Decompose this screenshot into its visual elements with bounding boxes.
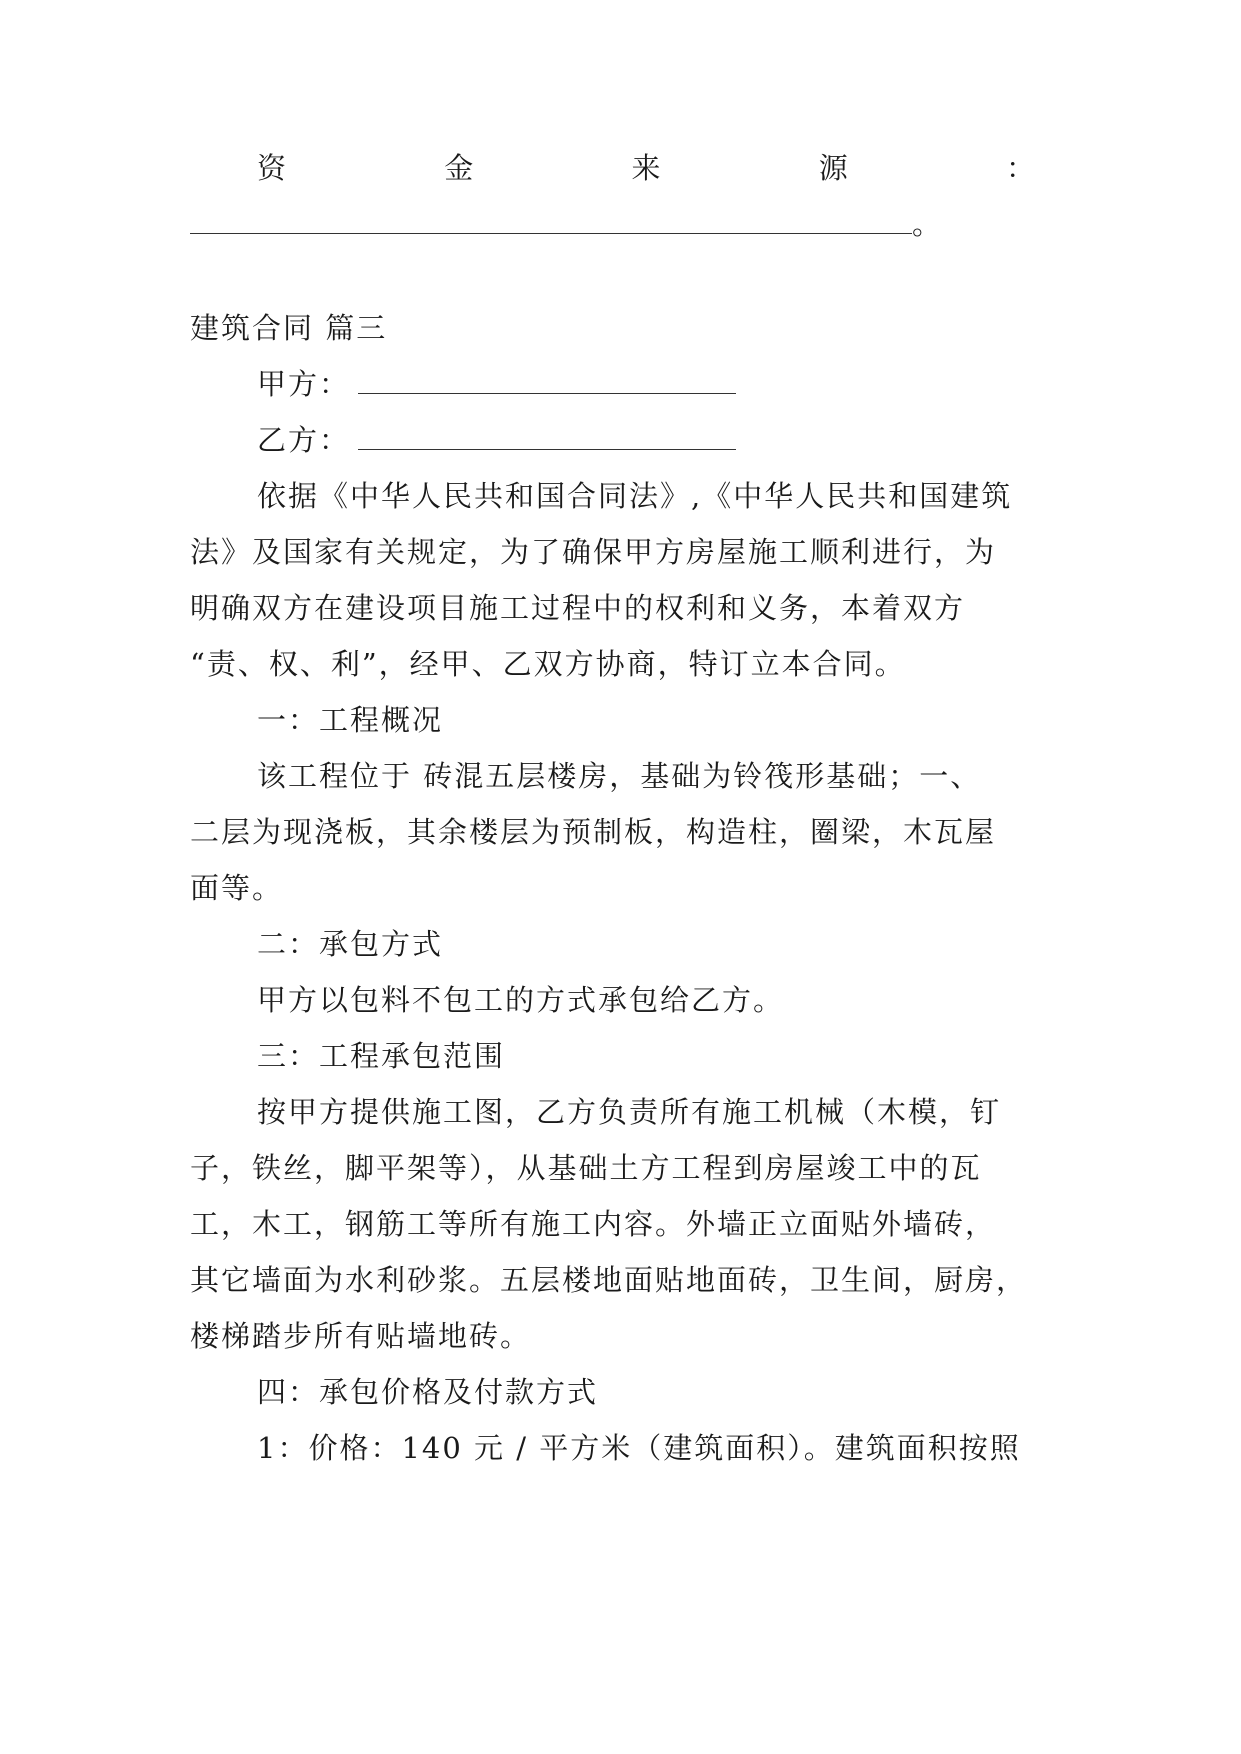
party-a-label: 甲方： [257,367,351,401]
section-title: 建筑合同 篇三 [190,311,388,345]
funding-char: 金 [444,151,476,185]
funding-blank [190,207,912,234]
funding-end-mark: 。 [912,207,944,241]
body-line: 甲方以包料不包工的方式承包给乙方。 [257,983,785,1017]
party-b-label: 乙方： [257,423,351,457]
body-line: 面等。 [190,871,284,905]
body-line: 该工程位于 砖混五层楼房，基础为铃筏形基础；一、 [257,759,982,793]
clause-heading: 四：承包价格及付款方式 [257,1375,599,1409]
body-line: 二层为现浇板，其余楼层为预制板，构造柱，圈梁，木瓦屋 [190,815,997,849]
funding-blank-line [190,204,1050,244]
body-line: 其它墙面为水利砂浆。五层楼地面贴地面砖，卫生间，厨房， [190,1263,1028,1297]
funding-label-line [257,148,1037,188]
party-b-blank [358,423,736,450]
body-line: 明确双方在建设项目施工过程中的权利和义务，本着双方 [190,591,966,625]
party-a-line [257,364,1050,404]
party-a-blank [358,367,736,394]
party-b-line [257,420,1050,460]
clause-heading: 二：承包方式 [257,927,444,961]
body-line: 1：价格：140 元 / 平方米（建筑面积）。建筑面积按照 [257,1431,1021,1465]
body-line: 子，铁丝，脚平架等），从基础土方工程到房屋竣工中的瓦 [190,1151,982,1185]
clause-heading: 三：工程承包范围 [257,1039,506,1073]
body-line: 依据《中华人民共和国合同法》,《中华人民共和国建筑 [257,479,1013,513]
body-line: “责、权、利”，经甲、乙双方协商，特订立本合同。 [190,647,906,681]
clause-heading: 一：工程概况 [257,703,444,737]
funding-char: 来 [631,151,663,185]
funding-char: ： [1005,151,1037,185]
body-line: 法》及国家有关规定，为了确保甲方房屋施工顺利进行，为 [190,535,997,569]
body-line: 楼梯踏步所有贴墙地砖。 [190,1319,532,1353]
body-line: 按甲方提供施工图，乙方负责所有施工机械（木模，钉 [257,1095,1002,1129]
funding-char: 资 [257,151,289,185]
funding-char: 源 [818,151,850,185]
body-line: 工，木工，钢筋工等所有施工内容。外墙正立面贴外墙砖， [190,1207,997,1241]
